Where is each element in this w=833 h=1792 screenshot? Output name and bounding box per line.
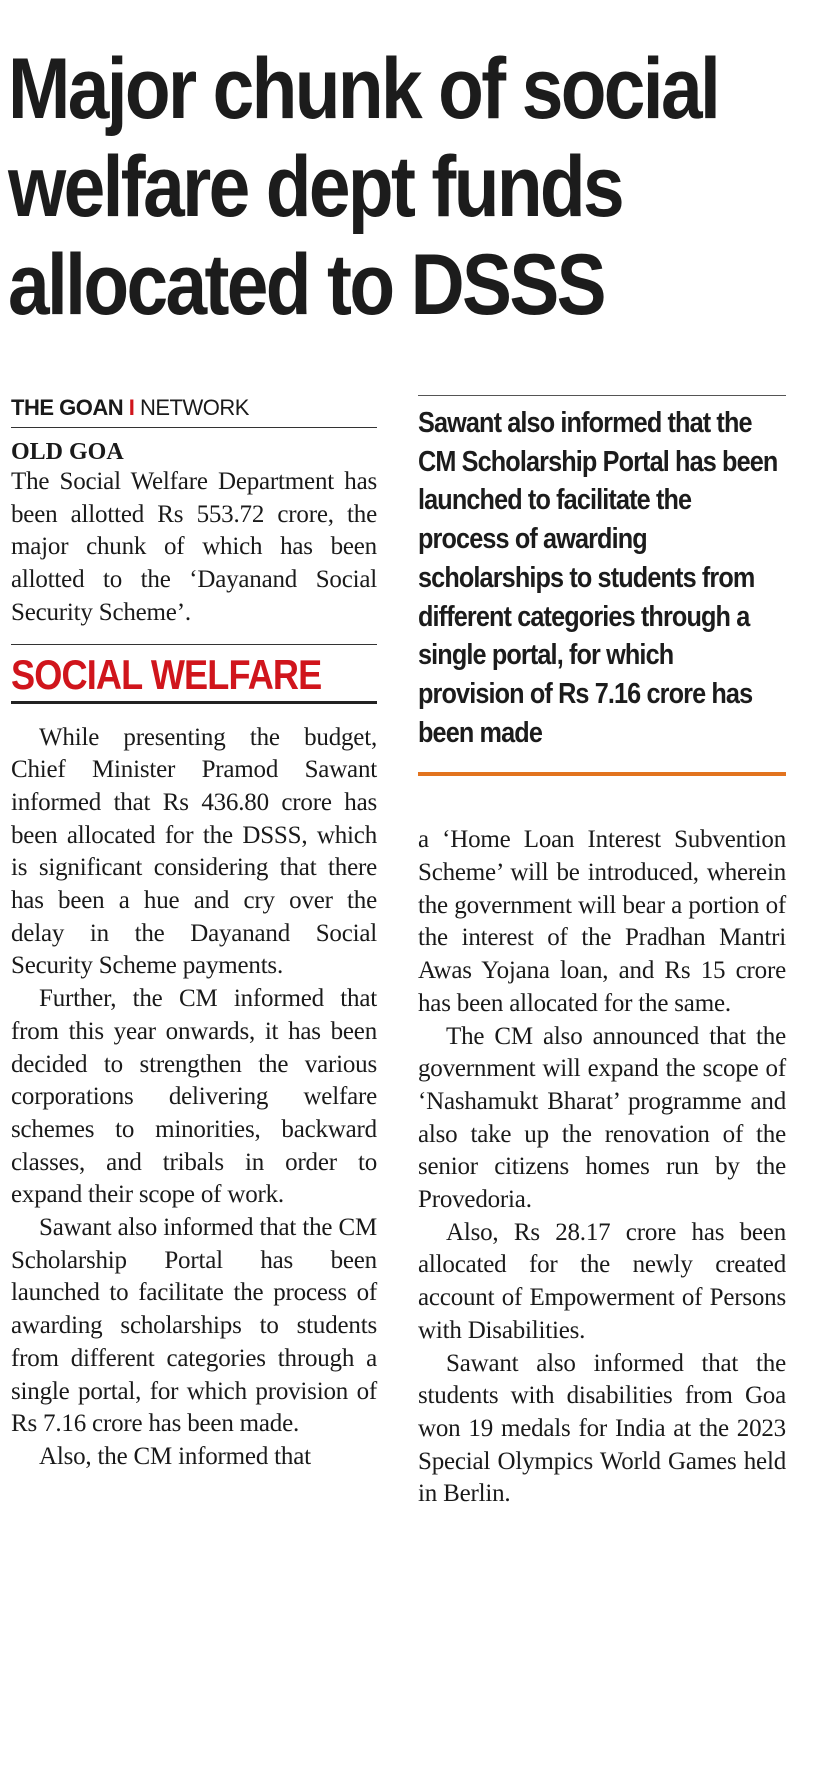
byline-separator: I bbox=[128, 395, 135, 420]
pullquote-rule bbox=[418, 772, 786, 776]
byline-brand: THE GOAN bbox=[11, 395, 124, 420]
body-paragraph: Further, the CM informed that from this year onwards, it has been decided to strengthen the various corporations delivering welfare schemes to minorities, backward classes, and tribals in order to expand their scope of work. bbox=[11, 985, 377, 1209]
headline-line-2: welfare dept funds bbox=[8, 139, 623, 235]
body-paragraph: While presenting the budget, Chief Minister Pramod Sawant informed that Rs 436.80 crore has been allocated for the DSSS, which is significant considering that there has been a hue and cry over the delay in the Dayanand Social Security Scheme payments. bbox=[11, 723, 377, 980]
body-paragraph: a ‘Home Loan Interest Subvention Scheme’ will be introduced, wherein the government will bear a portion of the interest of the Pradhan Mantri Awas Yojana loan, and Rs 15 crore has been allocated for the same. bbox=[418, 826, 786, 1017]
byline bbox=[11, 395, 377, 428]
left-column bbox=[11, 395, 377, 1474]
headline-line-3: allocated to DSSS bbox=[8, 237, 604, 333]
pullquote bbox=[418, 395, 786, 752]
section-heading bbox=[11, 644, 377, 704]
byline-network: NETWORK bbox=[140, 395, 249, 420]
intro-paragraph: The Social Welfare Department has been allotted Rs 553.72 crore, the major chunk of which has been allotted to the ‘Dayanand Social Security Scheme’. bbox=[11, 468, 377, 626]
dateline: OLD GOA bbox=[11, 439, 124, 465]
body-paragraph: Sawant also informed that the students with disabilities from Goa won 19 medals for India at the 2023 Special Olympics World Games held in Berlin. bbox=[418, 1349, 786, 1508]
pullquote-text: Sawant also informed that the CM Scholarship Portal has been launched to facilitate the process of awarding scholarships to students from different categories through a single portal, for which provision of Rs 7.16 crore has been made bbox=[418, 407, 778, 749]
body-paragraph: Also, the CM informed that bbox=[39, 1442, 311, 1470]
body-paragraph: Sawant also informed that the CM Scholarship Portal has been launched to facilitate the process of awarding scholarships to students from different categories through a single portal, for which provision of Rs 7.16 crore has been made. bbox=[11, 1214, 377, 1438]
middle-column bbox=[418, 395, 786, 1511]
headline-line-1: Major chunk of social bbox=[8, 41, 719, 137]
headline bbox=[8, 40, 719, 334]
body-paragraph: The CM also announced that the government will expand the scope of ‘Nashamukt Bharat’ programme and also take up the renovation of the senior citizens homes run by the Provedoria. bbox=[418, 1022, 786, 1214]
body-paragraph: Also, Rs 28.17 crore has been allocated for the newly created account of Empowerment of Persons with Disabilities. bbox=[418, 1218, 786, 1344]
section-heading-label: SOCIAL WELFARE bbox=[11, 650, 322, 698]
